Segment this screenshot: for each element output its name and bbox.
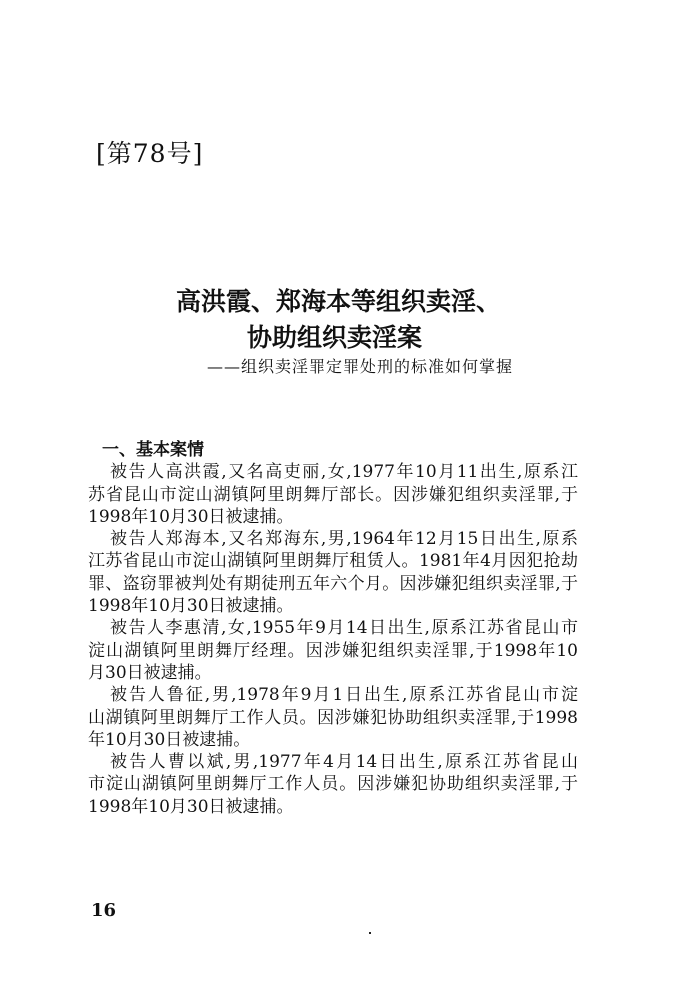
subtitle: ——组织卖淫罪定罪处刑的标准如何掌握 (206, 357, 513, 376)
paragraph (88, 751, 578, 818)
text-line: 被告人高洪霞,又名高吏丽,女,1977年10月11出生,原系江 (110, 462, 578, 483)
paragraph (88, 528, 578, 617)
paragraph (88, 461, 578, 528)
text-line: 被告人鲁征,男,1978年9月1日出生,原系江苏省昆山市淀 (110, 685, 578, 706)
text-line: 1998年10月30日被逮捕。 (88, 796, 294, 817)
section-heading: 一、基本案情 (102, 440, 204, 460)
text-line: 淀山湖镇阿里朗舞厅经理。因涉嫌犯组织卖淫罪,于1998年10 (88, 640, 578, 661)
text-line: 江苏省昆山市淀山湖镇阿里朗舞厅租赁人。1981年4月因犯抢劫 (88, 551, 578, 572)
text-line: 年10月30日被逮捕。 (88, 729, 251, 750)
scan-speck (369, 932, 371, 934)
text-line: 罪、盗窃罪被判处有期徒刑五年六个月。因涉嫌犯组织卖淫罪,于 (88, 573, 578, 594)
text-line: 被告人曹以斌,男,1977年4月14日出生,原系江苏省昆山 (110, 752, 578, 773)
title-line-1: 高洪霞、郑海本等组织卖淫、 (175, 287, 501, 316)
page-number: 16 (91, 900, 117, 921)
text-line: 被告人郑海本,又名郑海东,男,1964年12月15日出生,原系 (110, 529, 578, 550)
title-line-2: 协助组织卖淫案 (246, 323, 422, 352)
paragraph (88, 617, 578, 684)
case-number: [第78号] (96, 139, 204, 168)
document-body (88, 439, 578, 818)
paragraph (88, 684, 578, 751)
text-line: 苏省昆山市淀山湖镇阿里朗舞厅部长。因涉嫌犯组织卖淫罪,于 (88, 484, 578, 505)
text-line: 山湖镇阿里朗舞厅工作人员。因涉嫌犯协助组织卖淫罪,于1998 (88, 707, 578, 728)
text-line: 月30日被逮捕。 (88, 662, 212, 683)
text-line: 被告人李惠清,女,1955年9月14日出生,原系江苏省昆山市 (110, 618, 578, 639)
text-line: 1998年10月30日被逮捕。 (88, 506, 294, 527)
text-line: 市淀山湖镇阿里朗舞厅工作人员。因涉嫌犯协助组织卖淫罪,于 (88, 774, 578, 795)
text-line: 1998年10月30日被逮捕。 (88, 596, 294, 617)
